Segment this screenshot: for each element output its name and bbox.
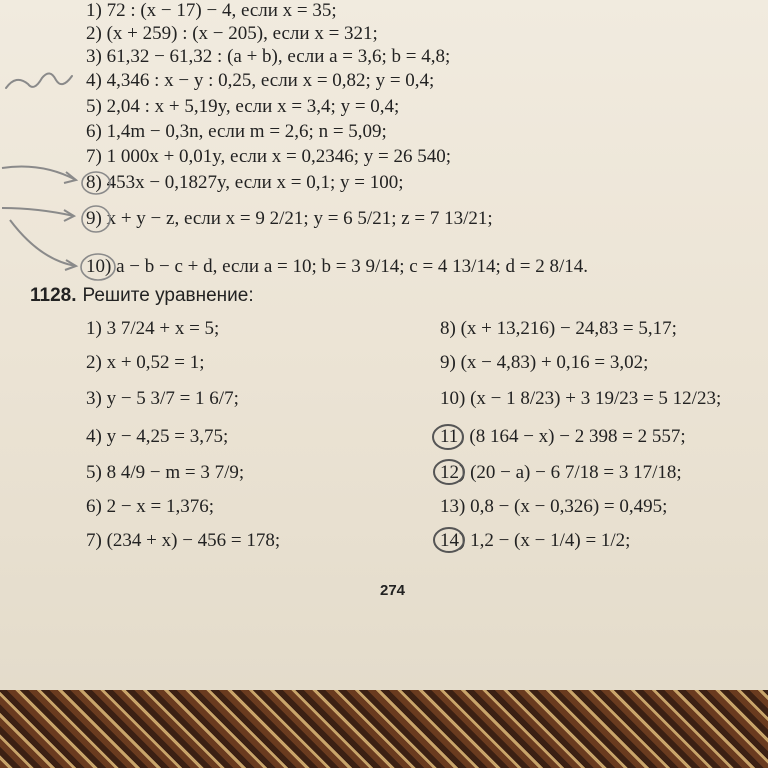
prev-item-6: 6) 1,4m − 0,3n, если m = 2,6; n = 5,09; bbox=[86, 121, 387, 142]
exercise-number: 1128. bbox=[30, 285, 77, 306]
prev-item-9: 9) x + y − z, если x = 9 2/21; y = 6 5/21; z = 7 13/21; bbox=[86, 208, 493, 229]
equation-9: 9) (x − 4,83) + 0,16 = 3,02; bbox=[440, 352, 649, 373]
equation-5: 5) 8 4/9 − m = 3 7/9; bbox=[86, 462, 245, 483]
arrow-to-item-9 bbox=[2, 208, 74, 216]
prev-item-5: 5) 2,04 : x + 5,19y, если x = 3,4; y = 0,4; bbox=[86, 96, 400, 117]
prev-item-8: 8) 453x − 0,1827y, если x = 0,1; y = 100; bbox=[86, 172, 404, 193]
carpet-background bbox=[0, 690, 768, 768]
prev-item-1: 1) 72 : (x − 17) − 4, если x = 35; bbox=[86, 0, 337, 21]
equation-2: 2) x + 0,52 = 1; bbox=[86, 352, 205, 373]
equation-13: 13) 0,8 − (x − 0,326) = 0,495; bbox=[440, 496, 668, 517]
page-number: 274 bbox=[380, 582, 406, 599]
equation-14: 14) 1,2 − (x − 1/4) = 1/2; bbox=[440, 530, 631, 551]
prev-item-3: 3) 61,32 − 61,32 : (a + b), если a = 3,6; b = 4,8; bbox=[86, 46, 451, 67]
equation-11: 11) (8 164 − x) − 2 398 = 2 557; bbox=[440, 426, 686, 447]
equation-1: 1) 3 7/24 + x = 5; bbox=[86, 318, 220, 339]
equation-8: 8) (x + 13,216) − 24,83 = 5,17; bbox=[440, 318, 677, 339]
circle-item-10 bbox=[81, 254, 115, 280]
prev-item-10: 10) a − b − c + d, если a = 10; b = 3 9/14; c = 4 13/14; d = 2 8/14. bbox=[86, 256, 588, 277]
arrow-to-item-8 bbox=[2, 167, 76, 181]
circle-item-12 bbox=[434, 460, 464, 484]
equation-4: 4) y − 4,25 = 3,75; bbox=[86, 426, 229, 447]
equation-3: 3) y − 5 3/7 = 1 6/7; bbox=[86, 388, 239, 409]
handwritten-note bbox=[6, 73, 72, 88]
prev-item-7: 7) 1 000x + 0,01y, если x = 0,2346; y = 26 540; bbox=[86, 146, 452, 167]
equation-7: 7) (234 + x) − 456 = 178; bbox=[86, 530, 281, 551]
arrow-to-item-10 bbox=[10, 220, 76, 266]
equation-12: 12) (20 − a) − 6 7/18 = 3 17/18; bbox=[440, 462, 682, 483]
equation-10: 10) (x − 1 8/23) + 3 19/23 = 5 12/23; bbox=[440, 388, 722, 409]
circle-item-14 bbox=[434, 528, 464, 552]
exercise-title: Решите уравнение: bbox=[82, 285, 254, 306]
circle-item-9 bbox=[82, 206, 110, 232]
prev-item-2: 2) (x + 259) : (x − 205), если x = 321; bbox=[86, 23, 378, 44]
circle-item-8 bbox=[82, 172, 110, 194]
prev-item-4: 4) 4,346 : x − y : 0,25, если x = 0,82; y = 0,4; bbox=[86, 70, 435, 91]
equation-6: 6) 2 − x = 1,376; bbox=[86, 496, 215, 517]
circle-item-11 bbox=[433, 425, 463, 449]
